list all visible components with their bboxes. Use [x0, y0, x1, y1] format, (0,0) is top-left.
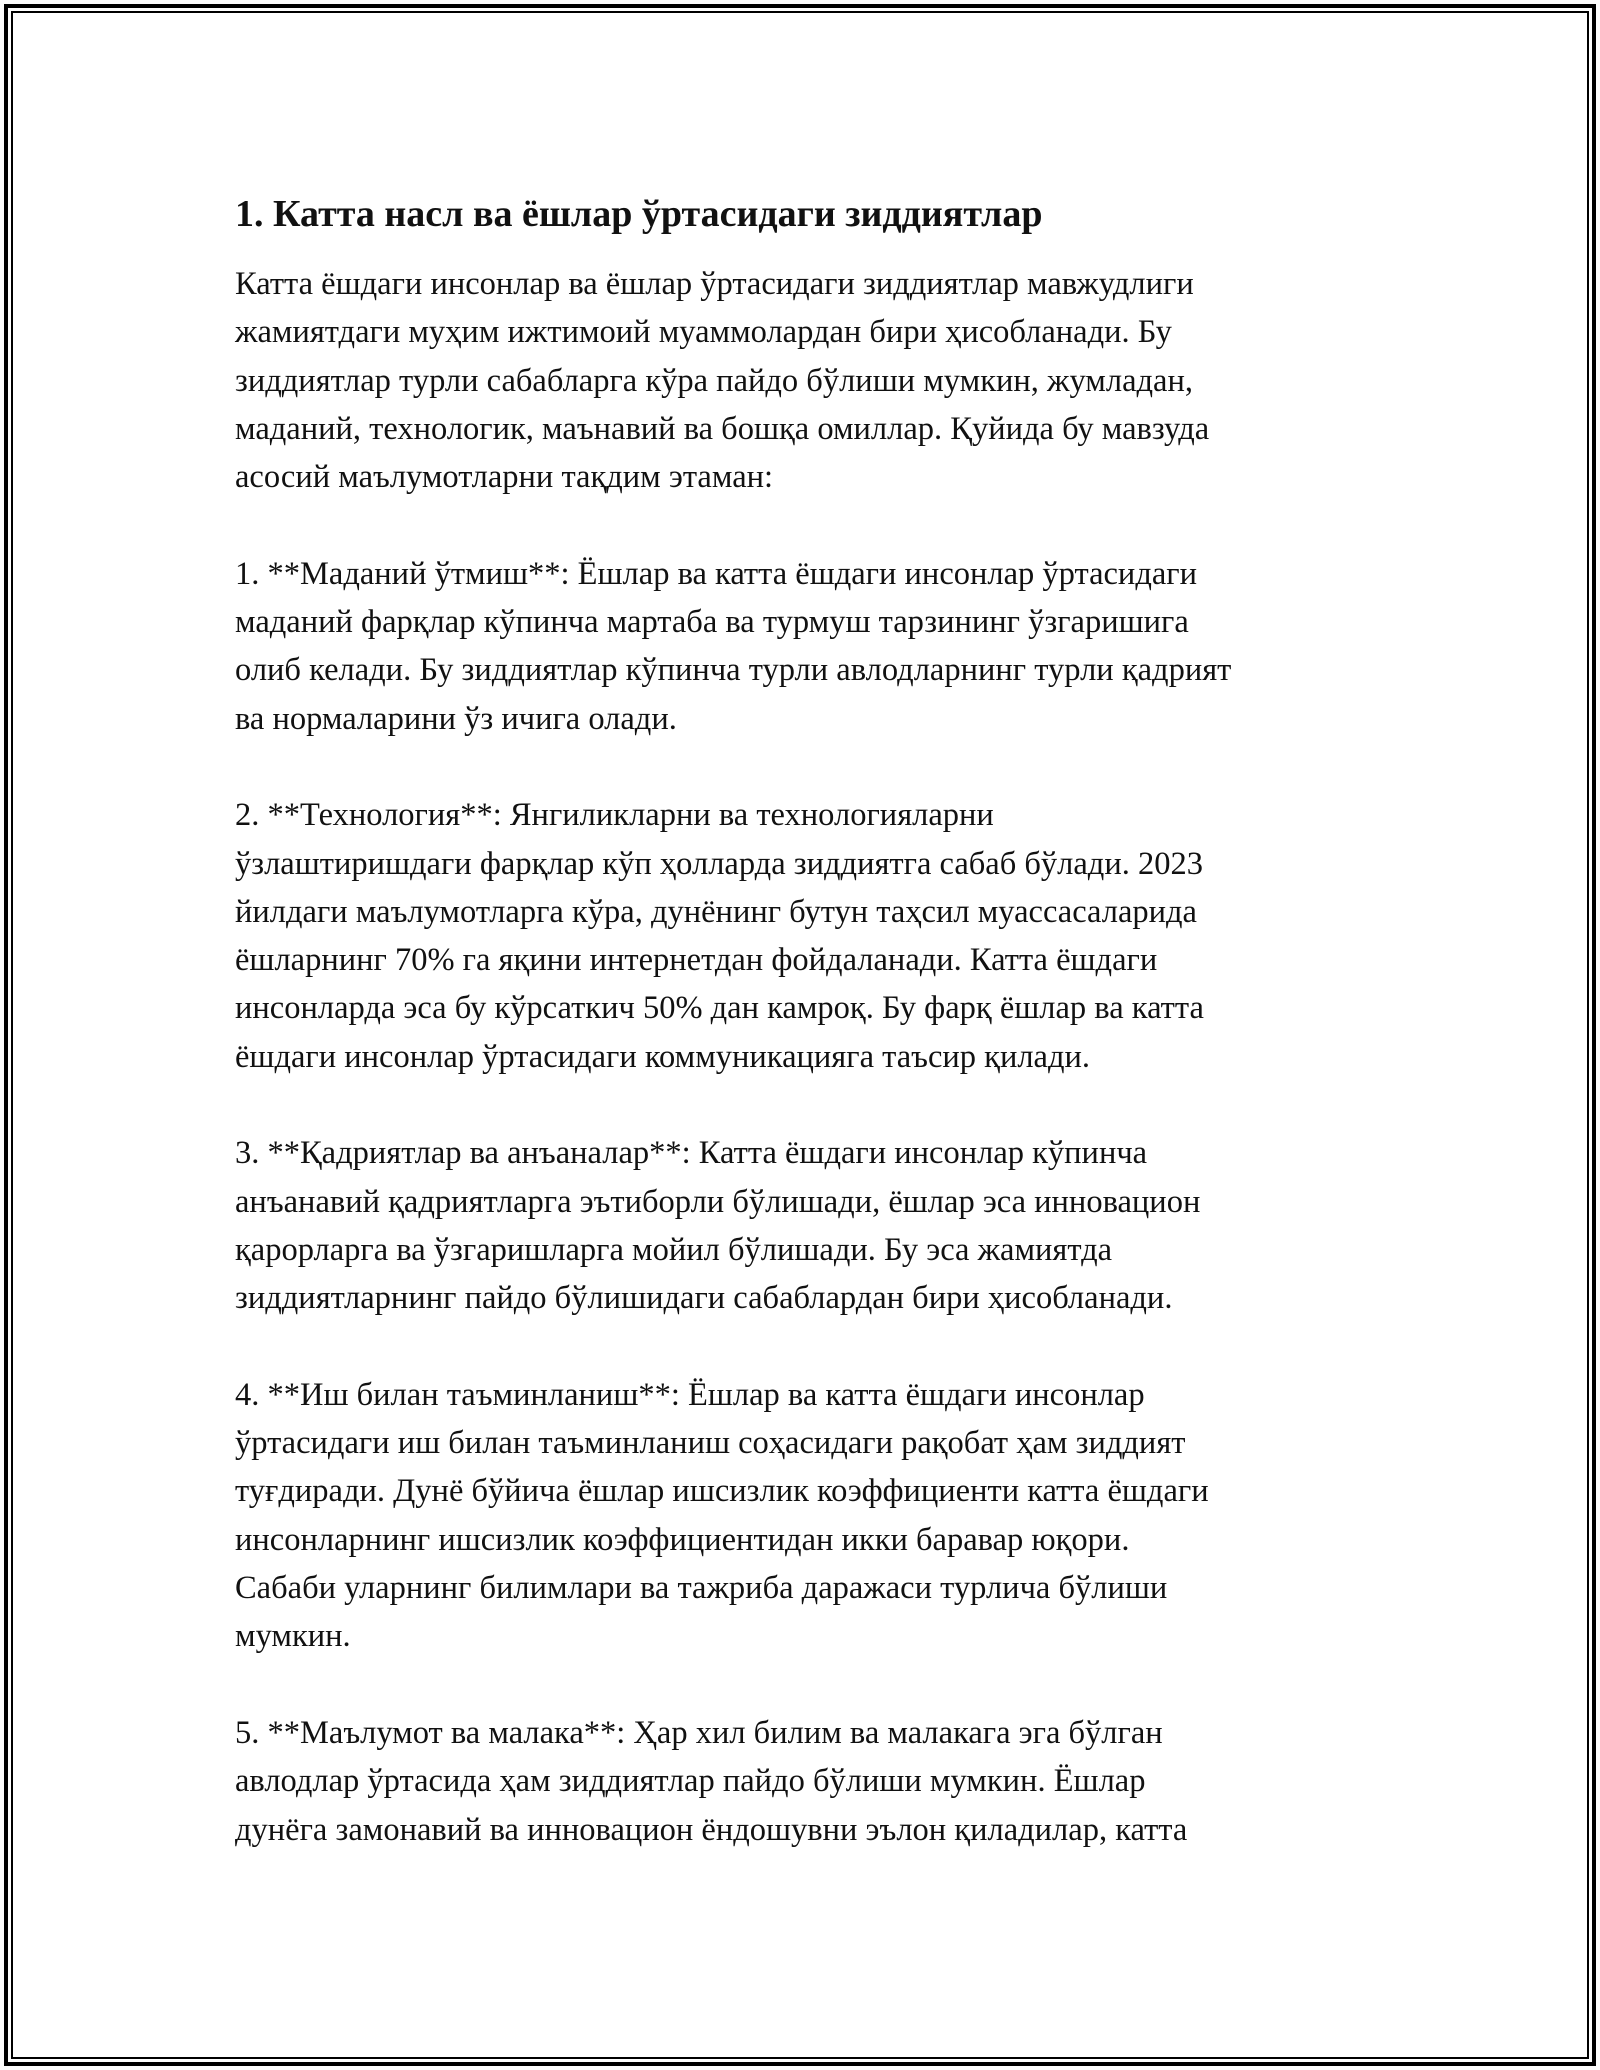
paragraph-line: 5. **Маълумот ва малака**: Ҳар хил билим ва малакага эга бўлган — [235, 1714, 1163, 1751]
paragraph-line: инсонларда эса бу кўрсаткич 50% дан камроқ. Бу фарқ ёшлар ва катта — [235, 990, 1204, 1027]
paragraph-line: маданий фарқлар кўпинча мартаба ва турмуш тарзининг ўзгаришига — [235, 604, 1189, 641]
paragraph-line: қарорларга ва ўзгаришларга мойил бўлишади. Бу эса жамиятда — [235, 1231, 1113, 1268]
paragraph-line: олиб келади. Бу зиддиятлар кўпинча турли авлодларнинг турли қадрият — [235, 652, 1232, 689]
paragraph-line: ёшдаги инсонлар ўртасидаги коммуникацияга таъсир қилади. — [235, 1038, 1091, 1075]
paragraph-line: зиддиятларнинг пайдо бўлишидаги сабаблардан бири ҳисобланади. — [235, 1280, 1173, 1317]
paragraph-line: 3. **Қадриятлар ва анъаналар**: Катта ёшдаги инсонлар кўпинча — [235, 1135, 1148, 1172]
paragraph-line: асосий маълумотларни тақдим этаман: — [235, 459, 774, 496]
paragraph-line: авлодлар ўртасида ҳам зиддиятлар пайдо бўлиши мумкин. Ёшлар — [235, 1763, 1146, 1800]
paragraph-line: Катта ёшдаги инсонлар ва ёшлар ўртасидаги зиддиятлар мавжудлиги — [235, 266, 1194, 302]
paragraph-line: Сабаби уларнинг билимлари ва тажриба даражаси турлича бўлиши — [235, 1570, 1168, 1607]
paragraph-line: ва нормаларини ўз ичига олади. — [235, 700, 677, 737]
paragraph-intro — [235, 260, 1375, 501]
paragraph-line: 1. **Маданий ўтмиш**: Ёшлар ва катта ёшдаги инсонлар ўртасидаги — [235, 555, 1198, 592]
paragraph-item-3 — [235, 1129, 1375, 1322]
paragraph-line: ёшларнинг 70% га яқини интернетдан фойдаланади. Катта ёшдаги — [235, 942, 1158, 979]
paragraph-line: маданий, технологик, маънавий ва бошқа омиллар. Қуйида бу мавзуда — [235, 410, 1210, 447]
paragraph-line: жамиятдаги муҳим ижтимоий муаммолардан бири ҳисобланади. Бу — [235, 314, 1172, 351]
paragraph-line: туғдиради. Дунё бўйича ёшлар ишсизлик коэффициенти катта ёшдаги — [235, 1473, 1209, 1510]
paragraph-item-1 — [235, 550, 1375, 743]
paragraph-line: инсонларнинг ишсизлик коэффициентидан икки баравар юқори. — [235, 1521, 1130, 1558]
paragraph-line: йилдаги маълумотларга кўра, дунёнинг бутун таҳсил муассасаларида — [235, 893, 1197, 930]
paragraph-line: ўзлаштиришдаги фарқлар кўп ҳолларда зиддиятга сабаб бўлади. 2023 — [235, 845, 1203, 882]
paragraph-line: 4. **Иш билан таъминланиш**: Ёшлар ва катта ёшдаги инсонлар — [235, 1376, 1145, 1413]
paragraph-line: ўртасидаги иш билан таъминланиш соҳасидаги рақобат ҳам зиддият — [235, 1425, 1186, 1462]
document-body — [235, 186, 1375, 1902]
paragraph-line: дунёга замонавий ва инновацион ёндошувни эълон қиладилар, катта — [235, 1811, 1188, 1848]
paragraph-line: зиддиятлар турли сабабларга кўра пайдо бўлиши мумкин, жумладан, — [235, 362, 1193, 399]
paragraph-item-5 — [235, 1709, 1375, 1854]
paragraph-item-2 — [235, 791, 1375, 1081]
paragraph-line: мумкин. — [235, 1618, 351, 1655]
document-heading: 1. Катта насл ва ёшлар ўртасидаги зиддиятлар — [235, 193, 1043, 235]
paragraph-item-4 — [235, 1371, 1375, 1661]
paragraph-line: анъанавий қадриятларга эътиборли бўлишади, ёшлар эса инновацион — [235, 1183, 1201, 1220]
paragraph-line: 2. **Технология**: Янгиликларни ва технологияларни — [235, 797, 994, 834]
